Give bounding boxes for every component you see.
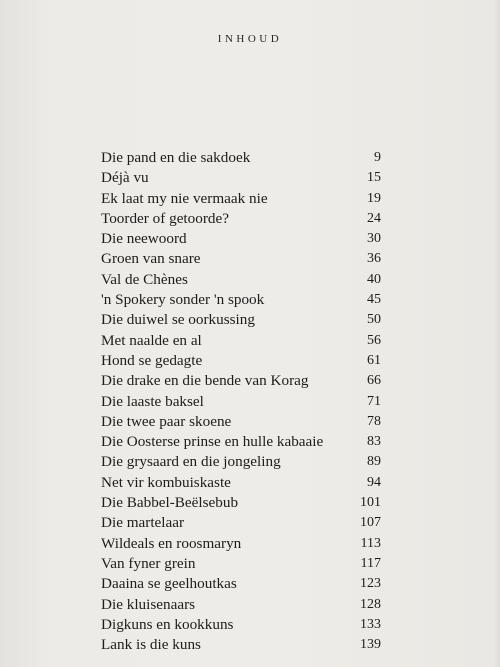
toc-entry-title: Die drake en die bende van Korag	[101, 372, 309, 390]
toc-entry-page-number: 78	[367, 413, 381, 429]
toc-entry-page-number: 61	[367, 352, 381, 368]
toc-entry-title: Die grysaard en die jongeling	[101, 453, 281, 471]
toc-entry	[101, 270, 391, 290]
toc-entry	[101, 554, 391, 574]
toc-entry-page-number: 128	[360, 596, 381, 612]
toc-entry-title: Ek laat my nie vermaak nie	[101, 189, 268, 207]
toc-entry-page-number: 83	[367, 434, 381, 450]
toc-entry-title: Daaina se geelhoutkas	[101, 575, 237, 593]
toc-entry-title: Déjà vu	[101, 169, 149, 187]
toc-entry	[101, 290, 391, 310]
table-of-contents	[101, 148, 391, 655]
toc-entry-page-number: 139	[360, 637, 381, 653]
toc-entry	[101, 371, 391, 391]
toc-entry-title: Toorder of getoorde?	[101, 209, 229, 227]
toc-entry-title: 'n Spokery sonder 'n spook	[101, 291, 265, 309]
toc-entry-page-number: 56	[367, 332, 381, 348]
toc-entry-title: Die martelaar	[101, 514, 185, 532]
toc-entry-page-number: 9	[374, 150, 381, 165]
toc-entry-page-number: 30	[367, 231, 381, 247]
toc-entry	[101, 412, 391, 432]
toc-entry	[101, 249, 391, 269]
toc-entry-title: Die twee paar skoene	[101, 412, 232, 430]
toc-entry-title: Die kluisenaars	[101, 595, 196, 613]
toc-entry-title: Die pand en die sakdoek	[101, 149, 251, 166]
toc-entry-title: Groen van snare	[101, 250, 201, 268]
toc-entry	[101, 615, 391, 635]
toc-entry	[101, 331, 391, 351]
toc-entry-title: Die laaste baksel	[101, 392, 204, 410]
toc-entry	[101, 351, 391, 371]
toc-entry-title: Net vir kombuiskaste	[101, 473, 231, 491]
toc-entry	[101, 432, 391, 452]
toc-entry-page-number: 36	[367, 251, 381, 267]
toc-entry-title: Hond se gedagte	[101, 351, 203, 369]
toc-entry-title: Val de Chènes	[101, 270, 188, 288]
page-edge-shadow	[494, 0, 500, 667]
toc-entry-page-number: 45	[367, 292, 381, 308]
contents-heading: INHOUD	[217, 33, 283, 45]
toc-entry-page-number: 40	[367, 271, 381, 287]
toc-entry	[101, 168, 391, 188]
toc-entry-page-number: 101	[360, 495, 381, 511]
toc-entry-page-number: 66	[367, 373, 381, 389]
toc-entry	[101, 452, 391, 472]
toc-entry-page-number: 113	[360, 535, 381, 551]
toc-entry	[101, 148, 391, 168]
toc-entry-page-number: 89	[367, 454, 381, 470]
toc-entry-title: Digkuns en kookkuns	[101, 615, 234, 633]
toc-entry-title: Met naalde en al	[101, 331, 202, 349]
toc-entry-page-number: 15	[367, 170, 381, 186]
toc-entry	[101, 635, 391, 655]
toc-entry	[101, 534, 391, 554]
toc-entry-page-number: 94	[367, 474, 381, 490]
toc-entry	[101, 310, 391, 330]
toc-entry	[101, 493, 391, 513]
toc-entry-page-number: 71	[367, 393, 381, 409]
toc-entry-title: Die neewoord	[101, 230, 187, 248]
toc-entry	[101, 189, 391, 209]
toc-entry-page-number: 117	[360, 555, 381, 571]
toc-entry	[101, 473, 391, 493]
toc-entry-page-number: 24	[367, 210, 381, 226]
toc-entry-title: Lank is die kuns	[101, 636, 201, 654]
toc-entry-title: Die Oosterse prinse en hulle kabaaie	[101, 433, 324, 451]
toc-entry-title: Die duiwel se oorkussing	[101, 311, 255, 329]
toc-entry-page-number: 133	[360, 616, 381, 632]
toc-entry	[101, 392, 391, 412]
toc-entry-page-number: 19	[367, 190, 381, 206]
toc-entry-page-number: 50	[367, 312, 381, 328]
toc-entry	[101, 513, 391, 533]
toc-entry	[101, 209, 391, 229]
toc-entry-title: Wildeals en roosmaryn	[101, 534, 242, 552]
toc-entry-title: Die Babbel-Beëlsebub	[101, 494, 239, 512]
toc-entry	[101, 229, 391, 249]
toc-entry-page-number: 123	[360, 576, 381, 592]
toc-entry	[101, 595, 391, 615]
toc-entry-page-number: 107	[360, 515, 381, 531]
toc-entry-title: Van fyner grein	[101, 554, 196, 572]
toc-entry	[101, 574, 391, 594]
